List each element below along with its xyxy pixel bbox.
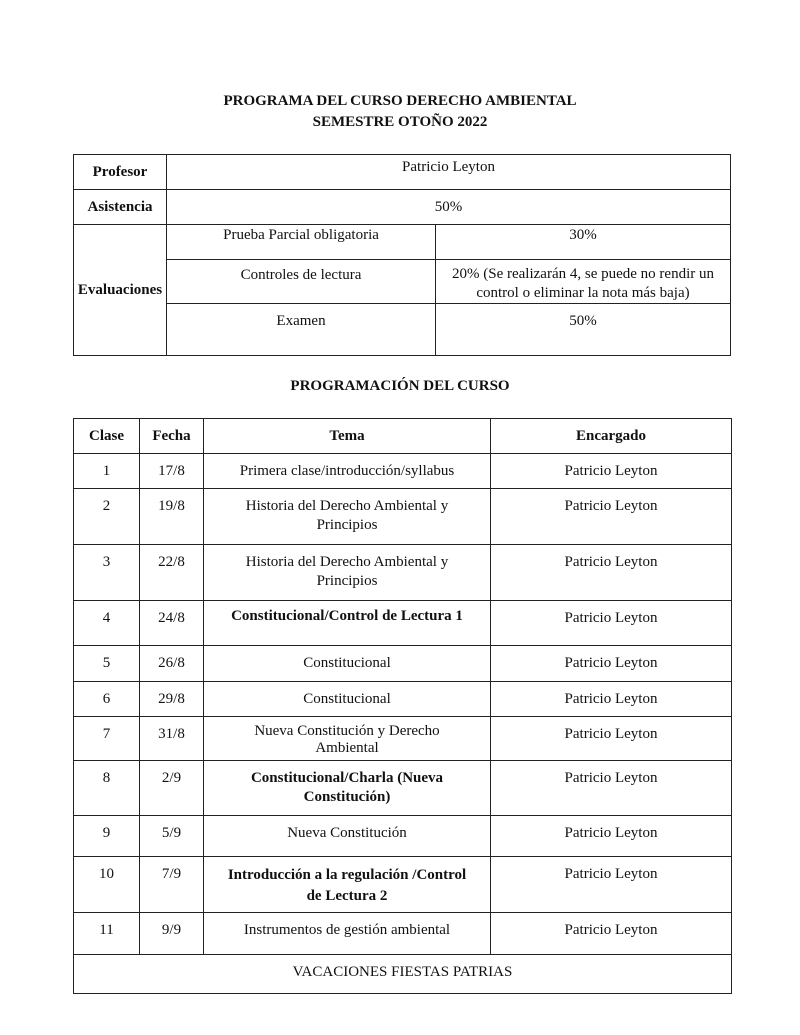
document-subtitle: SEMESTRE OTOÑO 2022 <box>312 114 488 130</box>
tema-cell: Constitucional/Charla (Nueva Constitución) <box>204 761 491 816</box>
clase-cell: 5 <box>74 646 140 682</box>
fecha-cell: 17/8 <box>140 454 204 489</box>
asistencia-label: Asistencia <box>74 190 167 225</box>
column-header: Tema <box>204 419 491 454</box>
asistencia-value: 50% <box>167 190 731 225</box>
schedule-table <box>73 418 732 994</box>
table-row <box>74 454 732 489</box>
tema-cell: Constitucional <box>204 682 491 717</box>
encargado-cell: Patricio Leyton <box>491 717 732 761</box>
fecha-cell: 2/9 <box>140 761 204 816</box>
tema-cell: Instrumentos de gestión ambiental <box>204 913 491 955</box>
course-info-table <box>73 154 731 356</box>
encargado-cell: Patricio Leyton <box>491 454 732 489</box>
tema-cell: Nueva Constitución <box>204 816 491 857</box>
evaluation-name: Prueba Parcial obligatoria <box>167 225 436 260</box>
fecha-cell: 24/8 <box>140 601 204 646</box>
evaluation-name: Examen <box>167 304 436 356</box>
clase-cell: 11 <box>74 913 140 955</box>
encargado-cell: Patricio Leyton <box>491 601 732 646</box>
fecha-cell: 29/8 <box>140 682 204 717</box>
vacation-note: VACACIONES FIESTAS PATRIAS <box>74 955 732 994</box>
clase-cell: 7 <box>74 717 140 761</box>
tema-cell: Historia del Derecho Ambiental y Principios <box>204 545 491 601</box>
table-row <box>74 717 732 761</box>
encargado-cell: Patricio Leyton <box>491 646 732 682</box>
tema-cell: Historia del Derecho Ambiental y Principios <box>204 489 491 545</box>
table-row <box>74 955 732 994</box>
clase-cell: 9 <box>74 816 140 857</box>
column-header: Encargado <box>491 419 732 454</box>
evaluation-value: 30% <box>436 225 731 260</box>
clase-cell: 6 <box>74 682 140 717</box>
table-row <box>74 913 732 955</box>
fecha-cell: 7/9 <box>140 857 204 913</box>
fecha-cell: 26/8 <box>140 646 204 682</box>
encargado-cell: Patricio Leyton <box>491 489 732 545</box>
tema-cell: Primera clase/introducción/syllabus <box>204 454 491 489</box>
clase-cell: 8 <box>74 761 140 816</box>
column-header: Fecha <box>140 419 204 454</box>
evaluation-value: 20% (Se realizarán 4, se puede no rendir un control o eliminar la nota más baja) <box>436 260 731 304</box>
tema-cell: Constitucional/Control de Lectura 1 <box>204 601 491 646</box>
fecha-cell: 19/8 <box>140 489 204 545</box>
tema-cell: Nueva Constitución y Derecho Ambiental <box>204 717 491 761</box>
encargado-cell: Patricio Leyton <box>491 545 732 601</box>
encargado-cell: Patricio Leyton <box>491 816 732 857</box>
table-row <box>74 489 732 545</box>
table-row <box>74 545 732 601</box>
column-header: Clase <box>74 419 140 454</box>
schedule-title: PROGRAMACIÓN DEL CURSO <box>290 378 510 394</box>
table-row <box>74 646 732 682</box>
encargado-cell: Patricio Leyton <box>491 913 732 955</box>
encargado-cell: Patricio Leyton <box>491 761 732 816</box>
table-row <box>74 761 732 816</box>
clase-cell: 10 <box>74 857 140 913</box>
table-row <box>74 601 732 646</box>
clase-cell: 3 <box>74 545 140 601</box>
table-row <box>74 857 732 913</box>
fecha-cell: 22/8 <box>140 545 204 601</box>
profesor-label: Profesor <box>74 155 167 190</box>
clase-cell: 4 <box>74 601 140 646</box>
fecha-cell: 5/9 <box>140 816 204 857</box>
table-row <box>74 816 732 857</box>
profesor-value: Patricio Leyton <box>167 155 731 190</box>
fecha-cell: 9/9 <box>140 913 204 955</box>
evaluation-value: 50% <box>436 304 731 356</box>
encargado-cell: Patricio Leyton <box>491 857 732 913</box>
evaluaciones-label: Evaluaciones <box>74 225 167 356</box>
tema-cell: Constitucional <box>204 646 491 682</box>
fecha-cell: 31/8 <box>140 717 204 761</box>
clase-cell: 2 <box>74 489 140 545</box>
clase-cell: 1 <box>74 454 140 489</box>
encargado-cell: Patricio Leyton <box>491 682 732 717</box>
evaluation-name: Controles de lectura <box>167 260 436 304</box>
document-title: PROGRAMA DEL CURSO DERECHO AMBIENTAL <box>223 93 577 109</box>
tema-cell: Introducción a la regulación /Control de Lectura 2 <box>204 857 491 913</box>
table-row <box>74 682 732 717</box>
table-header-row <box>74 419 732 454</box>
